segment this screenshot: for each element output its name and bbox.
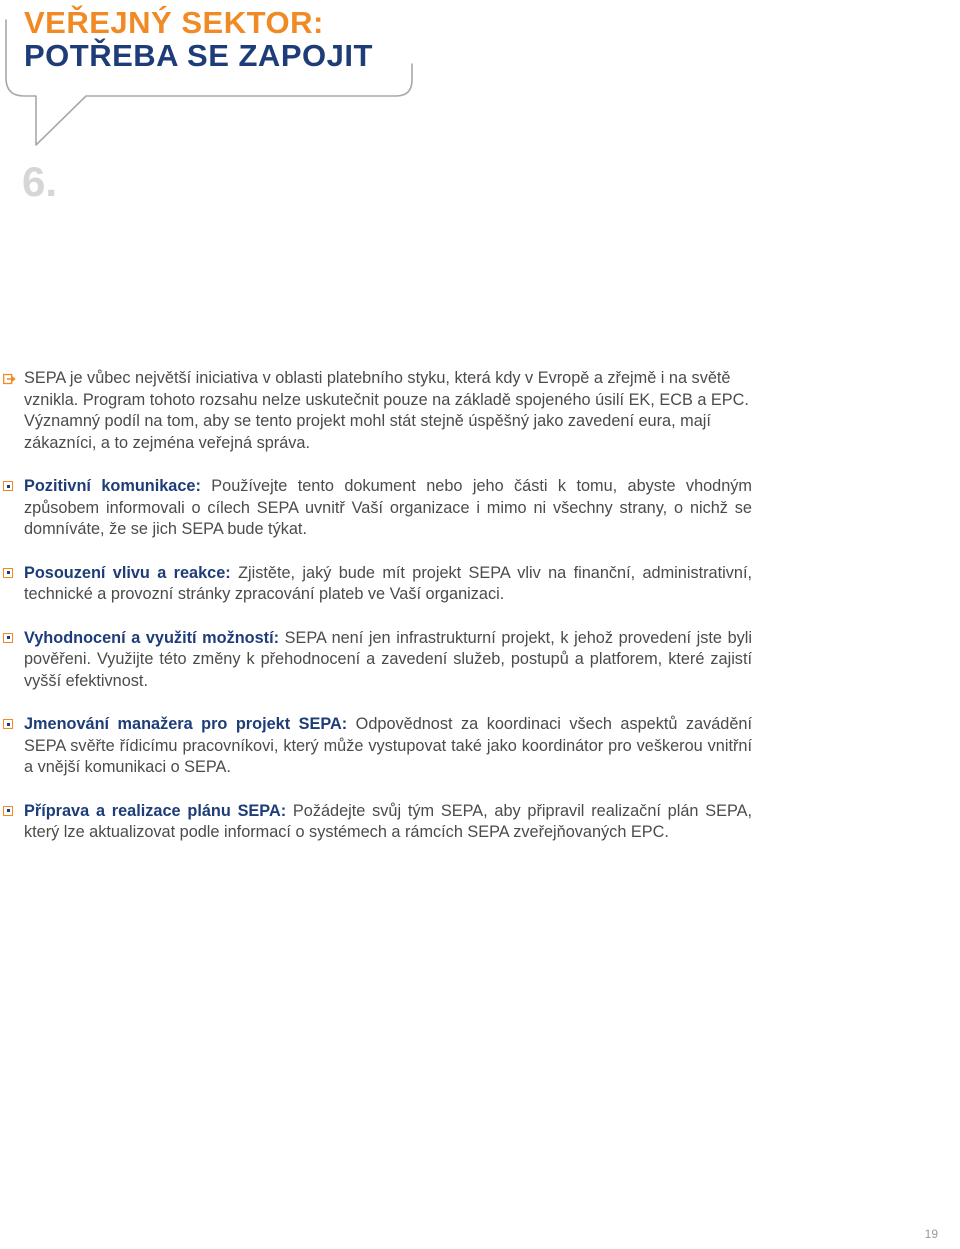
list-item [24,563,752,606]
bullet-box-icon [3,568,13,578]
item-title: Pozitivní komunikace: [24,477,201,495]
item-title: Příprava a realizace plánu SEPA: [24,801,287,820]
intro-paragraph [24,368,752,454]
list-item [24,476,752,541]
bullet-box-icon [3,633,13,643]
item-text: Požádejte svůj tým SEPA, aby připravil realizační plán SEPA, který lze aktualizovat podle informací o systémech a rámcích SEPA zveřejňovaných EPC. [24,801,752,841]
title-line-2: POTŘEBA SE ZAPOJIT [24,38,373,73]
page-title [24,6,373,72]
page-number: 19 [924,1227,938,1241]
list-item [24,714,752,779]
title-line-1: VEŘEJNÝ SEKTOR: [24,5,324,40]
item-text: Zjistěte, jaký bude mít projekt SEPA vliv na finanční, administrativní, technické a provozní stránky zpracování plateb ve Vaší organizaci. [24,563,752,603]
main-content [24,368,752,866]
bullet-box-icon [3,719,13,729]
arrow-icon [3,372,16,385]
bullet-box-icon [3,481,13,491]
item-title: Jmenování manažera pro projekt SEPA: [24,715,348,733]
chapter-number: 6. [22,158,58,205]
list-item [24,801,752,844]
list-item [24,628,752,693]
intro-text: SEPA je vůbec největší iniciativa v oblasti platebního styku, která kdy v Evropě a zřejmě i na světě vznikla. Program tohoto rozsahu nelze uskutečnit pouze na základě spojeného úsilí EK, ECB a EPC. Významný podíl na tom, aby se tento projekt mohl stát stejně úspěšný jako zavedení eura, mají zákazníci, a to zejména veřejná správa. [24,369,749,452]
item-text: SEPA není jen infrastrukturní projekt, k jehož provedení jste byli pověřeni. Využijte této změny k přehodnocení a zavedení služeb, postupů a platforem, které zajistí vyšší efektivnost. [24,628,752,690]
item-title: Vyhodnocení a využití možností: [24,628,280,647]
bullet-box-icon [3,806,13,816]
item-text: Používejte tento dokument nebo jeho části k tomu, abyste vhodným způsobem informovali o cílech SEPA uvnitř Vaší organizace i mimo ni všechny strany, o nichž se domníváte, že se jich SEPA bude týkat. [24,477,752,538]
item-title: Posouzení vlivu a reakce: [24,563,231,582]
item-text: Odpovědnost za koordinaci všech aspektů zavádění SEPA svěřte řídicímu pracovníkovi, který může vystupovat také jako koordinátor pro veškerou vnitřní a vnější komunikaci o SEPA. [24,715,752,776]
